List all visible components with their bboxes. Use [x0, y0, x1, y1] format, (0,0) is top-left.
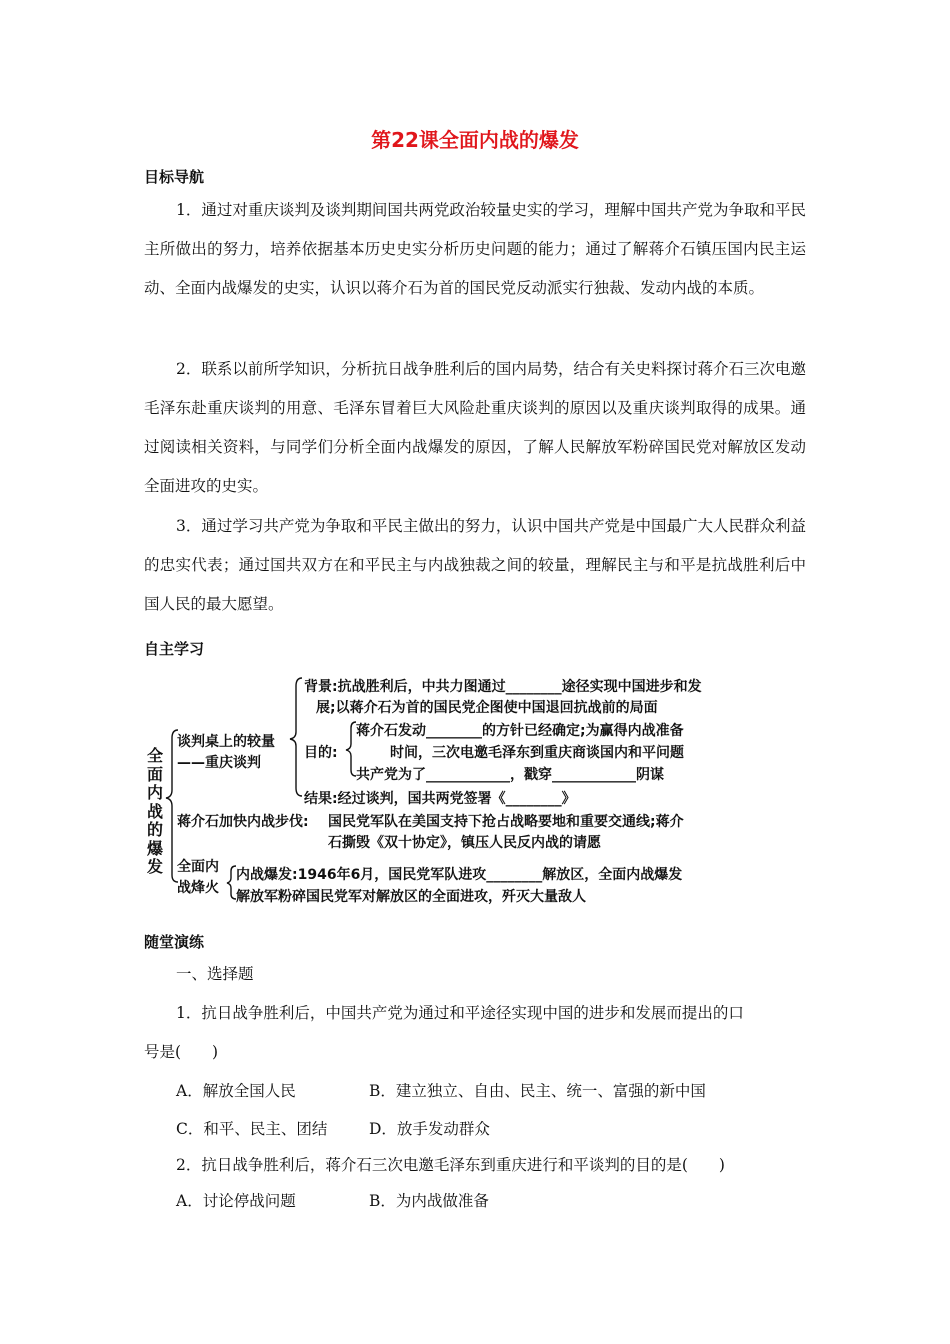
section-heading-goals: 目标导航 [144, 168, 205, 186]
branch2-line-1: 国民党军队在美国支持下抢占战略要地和重要交通线;蒋介 [328, 814, 684, 830]
question-2-option-b: B．为内战做准备 [369, 1192, 489, 1210]
branch1-sub: ——重庆谈判 [177, 755, 261, 771]
question-1-option-b: B．建立独立、自由、民主、统一、富强的新中国 [369, 1082, 706, 1100]
brace-branch1 [290, 678, 302, 796]
goal-paragraph-3: 3．通过学习共产党为争取和平民主做出的努力，认识中国共产党是中国最广大人民群众利益的忠实代表；通过国共双方在和平民主与内战独裁之间的较量，理解民主与和平是抗战胜利后中国人民的最大愿望。 [144, 517, 806, 613]
section-heading-self-study: 自主学习 [144, 640, 205, 658]
brace-branch3 [227, 866, 236, 899]
question-1-option-a: A．解放全国人民 [176, 1082, 296, 1100]
branch2-label: 蒋介石加快内战步伐: [177, 814, 309, 830]
question-2-option-a: A．讨论停战问题 [176, 1192, 296, 1210]
question-1-option-d: D．放手发动群众 [369, 1120, 490, 1138]
branch3-line-2: 解放军粉碎国民党军对解放区的全面进攻，歼灭大量敌人 [236, 889, 586, 905]
page-title: 第22课全面内战的爆发 [371, 128, 579, 152]
branch1-label: 谈判桌上的较量 [177, 734, 275, 750]
goal-paragraph-1: 1．通过对重庆谈判及谈判期间国共两党政治较量史实的学习，理解中国共产党为争取和平民主所做出的努力，培养依据基本历史史实分析历史问题的能力；通过了解蒋介石镇压国内民主运动、全面内战爆发的史实，认识以蒋介石为首的国民党反动派实行独裁、发动内战的本质。 [144, 201, 806, 297]
question-1-line-1: 1．抗日战争胜利后，中国共产党为通过和平途径实现中国的进步和发展而提出的口 [176, 1004, 744, 1022]
branch3-label-1: 全面内 [177, 859, 219, 875]
background-line-2: 展;以蒋介石为首的国民党企图使中国退回抗战前的局面 [316, 700, 658, 716]
result-line: 结果:经过谈判，国共两党签署《________》 [304, 791, 576, 807]
brace-purpose [346, 722, 356, 776]
branch2-line-2: 石撕毁《双十协定》，镇压人民反内战的请愿 [328, 835, 601, 851]
background-line-1: 背景:抗战胜利后，中共力图通过________途径实现中国进步和发 [304, 679, 702, 695]
branch3-line-1: 内战爆发:1946年6月，国民党军队进攻________解放区，全面内战爆发 [236, 867, 683, 883]
purpose-line-1: 蒋介石发动________的方针已经确定;为赢得内战准备 [356, 723, 684, 739]
section-heading-practice: 随堂演练 [144, 933, 205, 951]
knowledge-diagram [144, 670, 784, 920]
purpose-line-3: 共产党为了____________，戳穿____________阴谋 [356, 767, 664, 783]
purpose-label: 目的: [304, 745, 338, 761]
question-1-option-c: C．和平、民主、团结 [176, 1120, 328, 1138]
question-1-line-2: 号是( ) [144, 1043, 219, 1061]
goal-paragraph-2: 2．联系以前所学知识，分析抗日战争胜利后的国内局势，结合有关史料探讨蒋介石三次电邀毛泽东赴重庆谈判的用意、毛泽东冒着巨大风险赴重庆谈判的原因以及重庆谈判取得的成果。通过阅读相关资料，与同学们分析全面内战爆发的原因，了解人民解放军粉碎国民党对解放区发动全面进攻的史实。 [144, 360, 806, 495]
branch3-label-2: 战烽火 [177, 880, 219, 896]
diagram-root: 全面内战的爆发 [146, 746, 163, 876]
question-2: 2．抗日战争胜利后，蒋介石三次电邀毛泽东到重庆进行和平谈判的目的是( ) [176, 1156, 725, 1174]
part-heading: 一、选择题 [176, 965, 254, 983]
purpose-line-2: 时间，三次电邀毛泽东到重庆商谈国内和平问题 [390, 745, 684, 761]
